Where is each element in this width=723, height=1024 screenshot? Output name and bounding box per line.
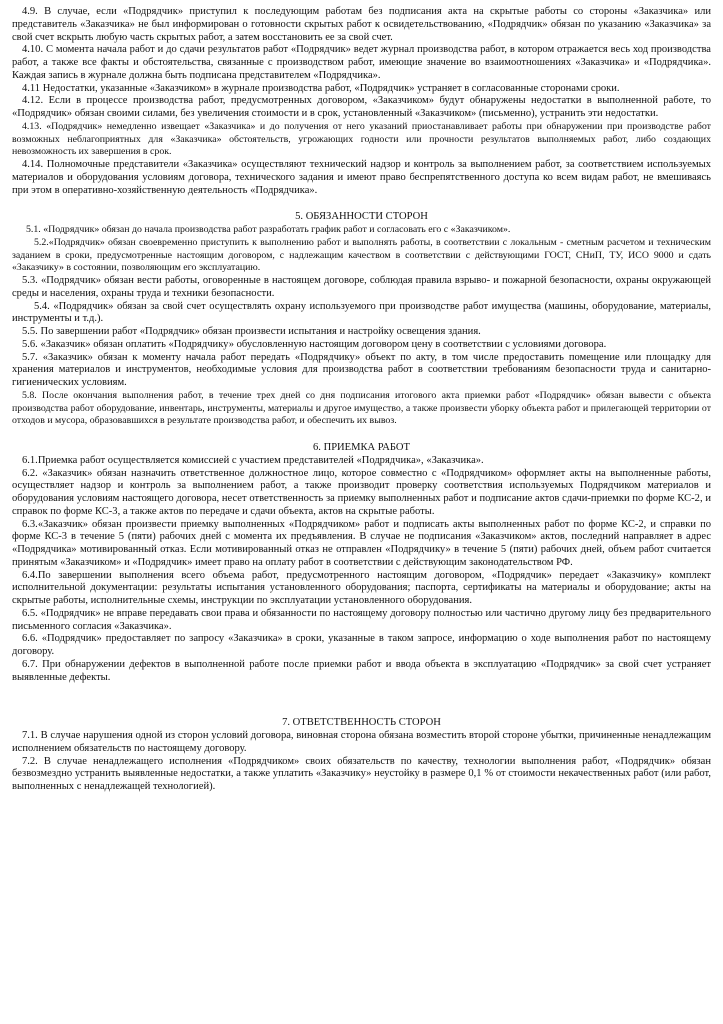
clause-6-1: 6.1.Приемка работ осуществляется комиссией с участием представителей «Подрядчика», «Заказчика». xyxy=(22,454,484,466)
clause-5-8: 5.8. После окончания выполнения работ, в течение трех дней со дня подписания итогового акта приемки работ «Подрядчик» обязан вывести с объекта производства работ оборудование, инвентарь, инструменты, материалы и другое имущество, а также произвести уборку объекта работ и прилегающей территории от отходов и мусора, образовавшихся в результате производства работ, и обеспечить их вывоз. xyxy=(12,389,711,427)
section-6-heading: 6. ПРИЕМКА РАБОТ xyxy=(313,442,410,453)
clause-7-2: 7.2. В случае ненадлежащего исполнения «Подрядчиком» своих обязательств по качеству, технологии выполнения работ, «Подрядчик» обязан безвозмездно устранить выявленные недостатки, а также уплатить «Заказчику» неустойку в размере 0,1 % от стоимости некачественных работ (или работ, выполненных с ненадлежащей технологией). xyxy=(12,755,711,792)
section-7-heading: 7. ОТВЕТСТВЕННОСТЬ СТОРОН xyxy=(282,717,441,729)
clause-4-10: 4.10. С момента начала работ и до сдачи результатов работ «Подрядчик» ведет журнал производства работ, в котором отражается весь ход производства работ, а также все факты и обстоятельства, связанные с производством работ, имеющие значение во взаимоотношениях «Заказчика» и «Подрядчика». Каждая запись в журнале должна быть подписана представителем «Подрядчика». xyxy=(12,44,711,81)
clause-5-5: 5.5. По завершении работ «Подрядчик» обязан произвести испытания и настройку освещения здания. xyxy=(22,326,481,337)
clause-5-2: 5.2.«Подрядчик» обязан своевременно приступить к выполнению работ и выполнять работы, в соответствии с локальным - сметным расчетом и техническим заданием в сроки, предусмотренные настоящим договором, с надлежащим качеством в соответствии с действующими ГОСТ, СНиП, ТУ, ИСО 9000 и сдать «Заказчику» в состоянии, позволяющим его эксплуатацию. xyxy=(12,236,711,274)
clause-4-14: 4.14. Полномочные представители «Заказчика» осуществляют технический надзор и контроль за выполнением работ, за соответствием используемых материалов и оборудования условиям договора, технического задания и имеют право беспрепятственного доступа ко всем видам работ, не вмешиваясь при этом в оперативно-хозяйственную деятельность «Подрядчика». xyxy=(12,159,711,196)
section-6 xyxy=(12,442,711,684)
clause-5-6: 5.6. «Заказчик» обязан оплатить «Подрядчику» обусловленную настоящим договором цену в соответствии с условиями договора. xyxy=(22,338,607,350)
clause-5-4: 5.4. «Подрядчик» обязан за свой счет осуществлять охрану используемого при производстве работ имущества (машины, оборудование, материалы, инструменты и т.д.). xyxy=(12,300,711,325)
clause-4-12: 4.12. Если в процессе производства работ, предусмотренных договором, «Заказчиком» будут обнаружены недостатки в выполненной работе, то «Подрядчик» обязан своими силами, без увеличения стоимости и в срок, установленный «Заказчиком» (письменно), устранить эти недостатки. xyxy=(12,95,711,119)
clause-6-6: 6.6. «Подрядчик» предоставляет по запросу «Заказчика» в сроки, указанные в таком запросе, информацию о ходе выполнения работ по настоящему договору. xyxy=(12,633,711,657)
clause-5-7: 5.7. «Заказчик» обязан к моменту начала работ передать «Подрядчику» объект по акту, в том числе предоставить помещение или площадку для хранения материалов и инструментов, необходимые условия для производства работ в соответствии требованиям безопасности труда и санитарно-гигиенических условиям. xyxy=(12,351,711,388)
clause-4-11: 4.11 Недостатки, указанные «Заказчиком» в журнале производства работ, «Подрядчик» устраняет в согласованные сторонами сроки. xyxy=(22,82,620,94)
clause-6-3: 6.3.«Заказчик» обязан произвести приемку выполненных «Подрядчиком» работ и подписать акты выполненных работ по форме КС-2, и справки по форме КС-3 в течение 5 (пяти) рабочих дней с момента их предъявления. В случае не подписания «Заказчиком» актов, последний направляет в адрес «Подрядчика» мотивированный отказ. Если мотивированный отказ не отправлен «Подрядчику» в течение 5 (пяти) рабочих дней, объем работ считается принятым «Заказчиком» и «Подрядчик» имеет право на оплату работ в соответствии с действующим законодательством РФ. xyxy=(12,518,711,568)
clause-6-7: 6.7. При обнаружении дефектов в выполненной работе после приемки работ и ввода объекта в эксплуатацию «Подрядчик» за свой счет устраняет выявленные дефекты. xyxy=(12,658,711,683)
clause-4-13: 4.13. «Подрядчик» немедленно извещает «Заказчика» и до получения от него указаний приостанавливает работы при обнаружении при производстве работ возможных неблагоприятных для «Заказчика» обстоятельств, угрожающих годности или прочности результатов выполняемых работ, либо создающих невозможность их завершения в срок. xyxy=(12,120,711,158)
clause-6-2: 6.2. «Заказчик» обязан назначить ответственное должностное лицо, которое совместно с «Подрядчиком» оформляет акты на выполненные работы, осуществляет надзор и контроль за выполнением работ, а также производит проверку соответствия используемых Подрядчиком материалов и оборудования условиям настоящего договора, несет ответственность за приемку выполненных работ и подписание актов сдачи-приемки по форме КС-2, и справок по форме КС-3, а также актов по передаче и сдачи объекта, актов на скрытые работы. xyxy=(12,467,711,517)
clause-7-1: 7.1. В случае нарушения одной из сторон условий договора, виновная сторона обязана возместить второй стороне убытки, причиненные ненадлежащим исполнением обязательств по настоящему договору. xyxy=(12,730,711,754)
clause-5-1: 5.1. «Подрядчик» обязан до начала производства работ разработать график работ и согласовать его с «Заказчиком». xyxy=(26,224,511,235)
section-5-heading: 5. ОБЯЗАННОСТИ СТОРОН xyxy=(295,211,428,223)
section-4 xyxy=(12,6,711,197)
clause-5-3: 5.3. «Подрядчик» обязан вести работы, оговоренные в настоящем договоре, соблюдая правила взрыво- и пожарной безопасности, охраны окружающей среды и населения, охраны труда и техники безопасности. xyxy=(12,275,711,299)
clause-4-9: 4.9. В случае, если «Подрядчик» приступил к последующим работам без подписания акта на скрытые работы со стороны «Заказчика» или представитель «Заказчика» не был информирован о готовности скрытых работ к освидетельствованию, «Подрядчик» обязан по указанию «Заказчика» за свой счет вскрыть любую часть скрытых работ, а затем восстановить ее за свой счет. xyxy=(12,6,711,43)
clause-6-5: 6.5. «Подрядчик» не вправе передавать свои права и обязанности по настоящему договору полностью или частично другому лицу без предварительного письменного согласия «Заказчика». xyxy=(12,607,711,632)
section-5 xyxy=(12,211,711,428)
section-7 xyxy=(12,717,711,794)
clause-6-4: 6.4.По завершении выполнения всего объема работ, предусмотренного настоящим договором, «Подрядчик» передает «Заказчику» комплект исполнительной документации: результаты испытания установленного оборудования; паспорта, сертификаты на материалы и оборудование; акты на скрытые работы, исполнительные схемы, инструкции по эксплуатации установленного оборудования. xyxy=(12,569,711,606)
